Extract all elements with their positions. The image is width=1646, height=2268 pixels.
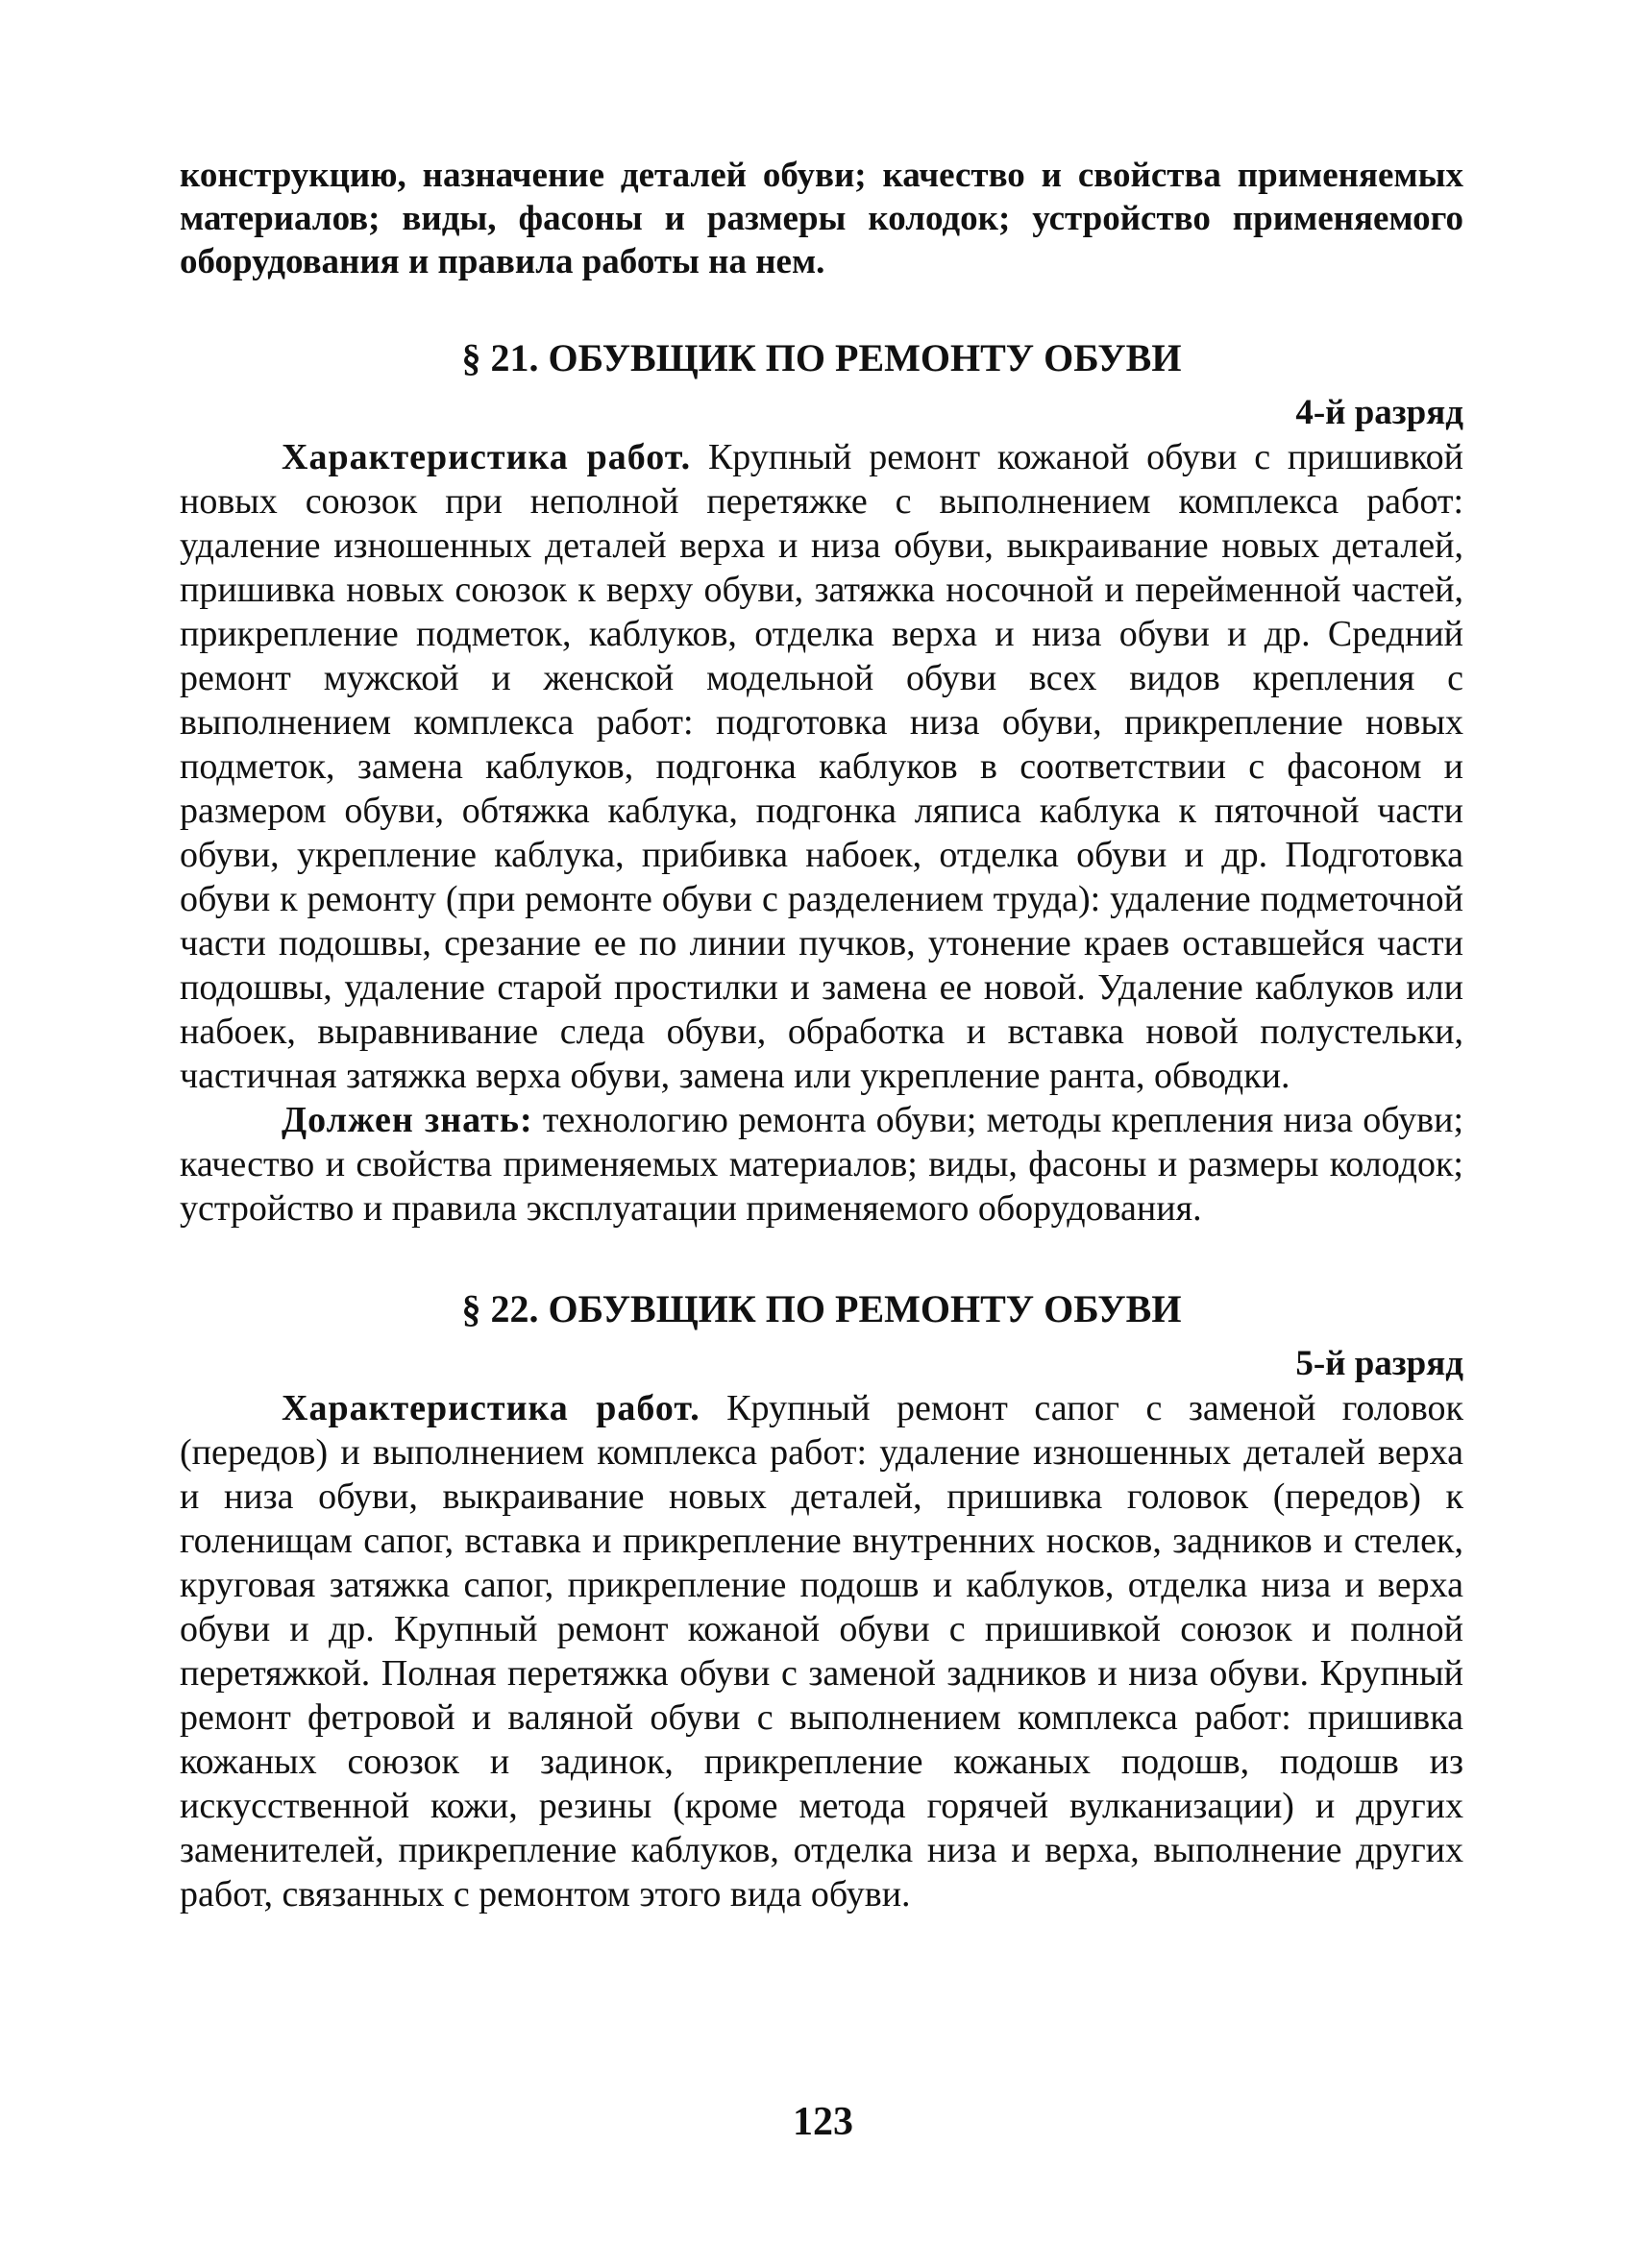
intro-paragraph: конструкцию, назначение деталей обуви; качество и свойства применяемых материалов; виды, фасоны и размеры колодок; устройство применяемого оборудования и правила работы на нем. — [180, 156, 1463, 281]
section-22-work-label: Характеристика работ. — [282, 1388, 700, 1428]
section-21-knowledge-paragraph — [180, 1098, 1463, 1231]
spacer — [180, 283, 1463, 335]
section-21-work-paragraph — [180, 435, 1463, 1098]
section-22-heading: § 22. ОБУВЩИК ПО РЕМОНТУ ОБУВИ — [461, 1287, 1182, 1330]
section-21-grade: 4-й разряд — [1295, 393, 1463, 432]
section-21-knowledge-label: Должен знать: — [282, 1100, 533, 1140]
spacer — [180, 1231, 1463, 1286]
text-column — [180, 154, 1463, 1916]
page-number: 123 — [793, 2100, 853, 2144]
section-21-knowledge-text: технологию ремонта обуви; методы крепления низа обуви; качество и свойства применяемых материалов; виды, фасоны и размеры колодок; устройство и правила эксплуатации применяемого оборудования. — [180, 1100, 1463, 1229]
section-21-heading: § 21. ОБУВЩИК ПО РЕМОНТУ ОБУВИ — [461, 336, 1182, 379]
section-22-work-paragraph — [180, 1386, 1463, 1916]
section-21-work-text: Крупный ремонт кожаной обуви с пришивкой новых союзок при неполной перетяжке с выполнением комплекса работ: удаление изношенных деталей верха и низа обуви, выкраивание новых деталей, пришивка новых союзок к верху обуви, затяжка носочной и перейменной частей, прикрепление подметок, каблуков, отделка верха и низа обуви и др. Средний ремонт мужской и женской модельной обуви всех видов крепления с выполнением комплекса работ: подготовка низа обуви, прикрепление новых подметок, замена каблуков, подгонка каблуков в соответствии с фасоном и размером обуви, обтяжка каблука, подгонка ляписа каблука к пяточной части обуви, укрепление каблука, прибивка набоек, отделка обуви и др. Подготовка обуви к ремонту (при ремонте обуви с разделением труда): удаление подметочной части подошвы, срезание ее по линии пучков, утонение краев оставшейся части подошвы, удаление старой простилки и замена ее новой. Удаление каблуков или набоек, выравнивание следа обуви, обработка и вставка новой полустельки, частичная затяжка верха обуви, замена или укрепление ранта, обводки. — [180, 437, 1464, 1096]
section-22-work-text: Крупный ремонт сапог с заменой головок (передов) и выполнением комплекса работ: удаление изношенных деталей верха и низа обуви, выкраивание новых деталей, пришивка головок (передов) к голенищам сапог, вставка и прикрепление внутренних носков, задников и стелек, круговая затяжка сапог, прикрепление подошв и каблуков, отделка низа и верха обуви и др. Крупный ремонт кожаной обуви с пришивкой союзок и полной перетяжкой. Полная перетяжка обуви с заменой задников и низа обуви. Крупный ремонт фетровой и валяной обуви с выполнением комплекса работ: пришивка кожаных союзок и задинок, прикрепление кожаных подошв, подошв из искусственной кожи, резины (кроме метода горячей вулканизации) и других заменителей, прикрепление каблуков, отделка низа и верха, выполнение других работ, связанных с ремонтом этого вида обуви. — [180, 1388, 1463, 1914]
section-21-work-label: Характеристика работ. — [282, 437, 692, 477]
section-22-grade: 5-й разряд — [1295, 1344, 1463, 1383]
